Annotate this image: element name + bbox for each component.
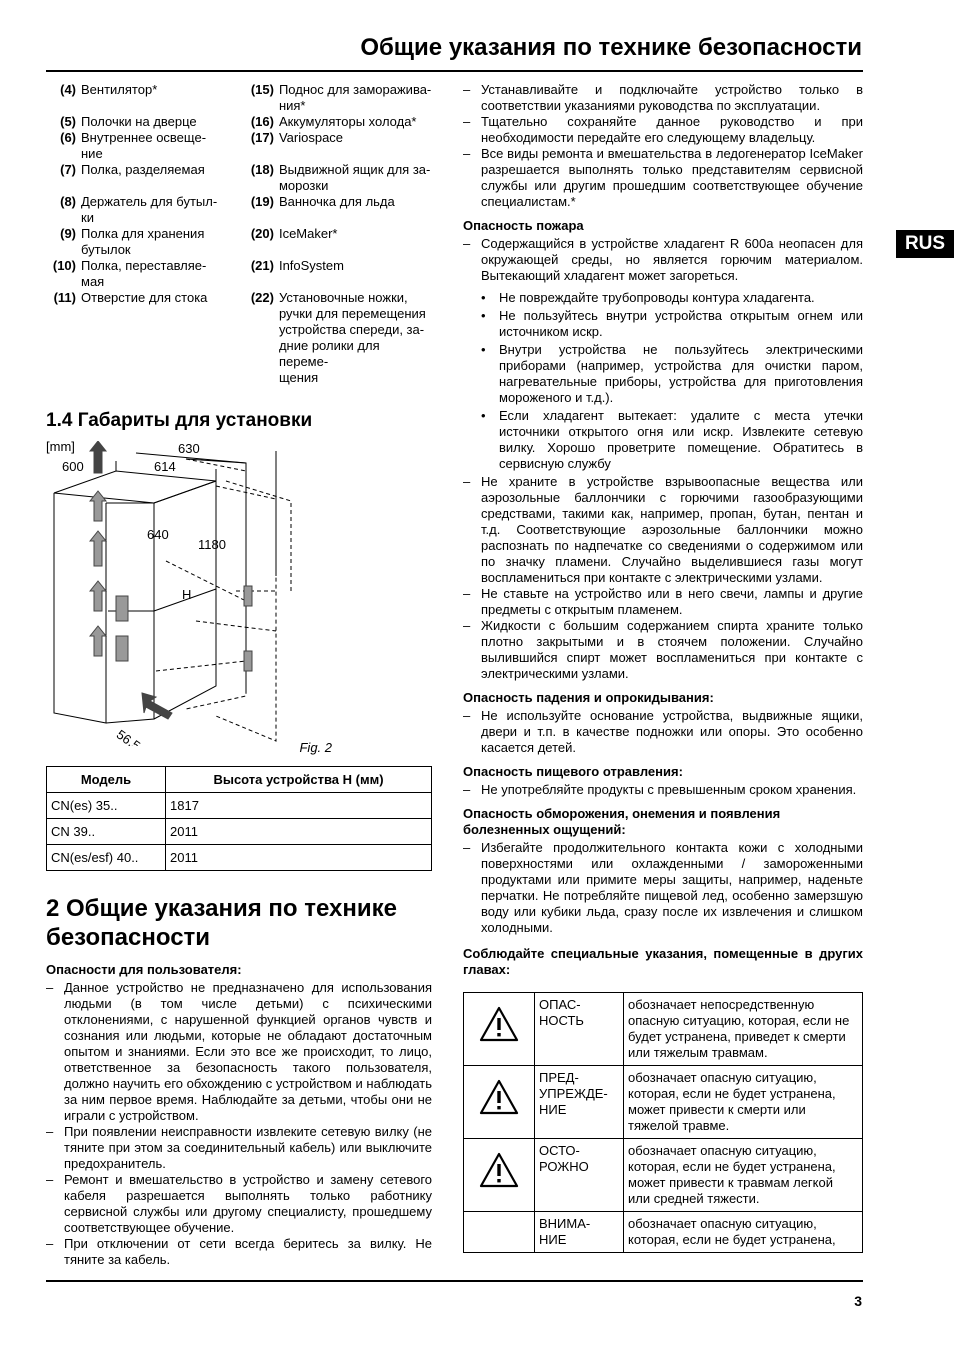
fire-item: – Содержащийся в устройстве хладагент R 600a неопасен для окружающей среды, но является горючим материалом. Вытекающий хладагент может загореться. xyxy=(463,236,863,284)
special-notes-heading: Соблюдайте специальные указания, помещенные в других главах: xyxy=(463,946,863,977)
part-number: (15) xyxy=(250,82,274,97)
part-number: (11) xyxy=(53,290,76,305)
airflow-arrow-icon xyxy=(90,531,106,566)
right-column xyxy=(463,82,863,1253)
part-item xyxy=(244,114,432,130)
intro-item: – Все виды ремонта и вмешательства в ледогенератор IceMaker разрешается выполнять только представителям сервисной службы или другим прошедшим соответствующее обучение специалистам.* xyxy=(463,146,863,210)
part-item xyxy=(46,258,244,290)
table-cell: CN 39.. xyxy=(47,819,166,845)
table-cell: 2011 xyxy=(166,845,432,871)
part-text: Установочные ножки, ручки для перемещения устройства спереди, за- дние ролики для переме- щения xyxy=(278,290,426,385)
table-header-row xyxy=(47,767,432,793)
fire-item: – Не ставьте на устройство или в него свечи, лампы и другие предметы с открытым пламенем. xyxy=(463,586,863,618)
left-column xyxy=(46,82,432,1268)
part-item xyxy=(46,162,244,178)
table-header-cell: Высота устройства H (мм) xyxy=(166,767,432,793)
table-row xyxy=(464,1066,863,1139)
signal-description: обозначает опасную ситуацию, которая, если не будет устранена, может привести к смерти или тяжелой травме. xyxy=(624,1066,863,1139)
warning-signals-table xyxy=(463,992,863,1253)
part-text: Полка, переставляе- мая xyxy=(81,258,207,289)
figure-caption: Fig. 2 xyxy=(299,740,332,755)
fire-bullet: • Не повреждайте трубопроводы контура хладагента. xyxy=(463,290,863,306)
dim-630: 630 xyxy=(178,441,200,456)
page-number: 3 xyxy=(854,1293,862,1309)
page-header-title: Общие указания по технике безопасности xyxy=(360,34,862,61)
part-item xyxy=(46,114,244,130)
fire-hazard-heading: Опасность пожара xyxy=(463,218,584,233)
part-text: Ванночка для льда xyxy=(278,194,395,209)
part-number: (4) xyxy=(60,82,76,97)
part-number: (22) xyxy=(250,290,274,305)
fridge-diagram xyxy=(46,441,432,746)
fire-bullet: • Не пользуйтесь внутри устройства открытым огнем или источником искр. xyxy=(463,308,863,340)
dim-56-5: 56,5 xyxy=(113,726,144,746)
part-number: (17) xyxy=(250,130,274,145)
user-hazard-item: – При появлении неисправности извлеките сетевую вилку (не тяните при этом за соединительный кабель) или выключите предохранитель. xyxy=(46,1124,432,1172)
part-text: Аккумуляторы холода* xyxy=(278,114,417,129)
warning-triangle-icon xyxy=(478,1005,520,1043)
part-number: (5) xyxy=(60,114,76,129)
signal-description: обозначает непосредственную опасную ситуацию, которая, если не будет устранена, приведет к смерти или тяжелым травмам. xyxy=(624,993,863,1066)
warning-triangle-icon xyxy=(478,1151,520,1189)
part-item xyxy=(244,290,432,386)
part-item xyxy=(244,82,432,114)
signal-word: ОПАС- НОСТЬ xyxy=(535,993,624,1066)
fire-bullet: • Внутри устройства не пользуйтесь электрическими приборами (например, устройства для очистки паром, нагревательные приборы, устройства для приготовления мороженого и т.д.). xyxy=(463,342,863,406)
part-text: Выдвижной ящик для за- морозки xyxy=(278,162,431,193)
section-1-4-heading: 1.4 Габариты для установки xyxy=(46,410,313,431)
warning-triangle-icon xyxy=(478,1078,520,1116)
table-row xyxy=(464,1139,863,1212)
unit-label: [mm] xyxy=(46,441,75,454)
signal-word: ПРЕД- УПРЕЖДЕ- НИЕ xyxy=(535,1066,624,1139)
table-row xyxy=(464,993,863,1066)
part-text: InfoSystem xyxy=(278,258,344,273)
user-hazard-item: – Данное устройство не предназначено для использования людьми (в том числе детьми) с психическими отклонениями, с нарушенной функцией органов чувств и сознания или людьми, которые не обладают достаточным опытом и знаниями. Если это все же происходит, то лицо, ответственное за безопасность такого пользователя, должно научить его обхождению с устройством и наблюдать за ним первое время. Наблюдайте за детьми, чтобы они не играли с устройством. xyxy=(46,980,432,1124)
part-item xyxy=(244,226,432,242)
table-cell: 1817 xyxy=(166,793,432,819)
part-text: Полка для хранения бутылок xyxy=(81,226,205,257)
airflow-arrow-icon xyxy=(90,581,106,611)
fall-hazard-heading: Опасность падения и опрокидывания: xyxy=(463,690,714,705)
part-text: Вентилятор* xyxy=(81,82,158,97)
table-cell: CN(es) 35.. xyxy=(47,793,166,819)
part-item xyxy=(244,130,432,146)
frostbite-hazard-heading: Опасность обморожения, онемения и появления болезненных ощущений: xyxy=(463,806,781,837)
dim-640: 640 xyxy=(147,527,169,542)
table-row xyxy=(47,819,432,845)
table-cell: 2011 xyxy=(166,819,432,845)
table-row xyxy=(464,1212,863,1253)
signal-word: ВНИМА- НИЕ xyxy=(535,1212,624,1253)
intro-item: – Тщательно сохраняйте данное руководство и при необходимости передайте его следующему владельцу. xyxy=(463,114,863,146)
part-number: (19) xyxy=(250,194,274,209)
user-hazard-item: – Ремонт и вмешательство в устройство и замену сетевого кабеля разрешается выполнять только работнику сервисной службы или другому специалисту, прошедшему соответствующее обучение. xyxy=(46,1172,432,1236)
dim-1180: 1180 xyxy=(198,537,226,552)
intro-item: – Устанавливайте и подключайте устройство только в соответствии указаниями руководства по эксплуатации. xyxy=(463,82,863,114)
part-number: (8) xyxy=(60,194,76,209)
part-text: Полочки на дверце xyxy=(81,114,197,129)
part-item xyxy=(244,162,432,194)
airflow-arrow-icon xyxy=(90,626,106,656)
part-item xyxy=(46,194,244,226)
part-number: (9) xyxy=(60,226,76,241)
signal-word: ОСТО- РОЖНО xyxy=(535,1139,624,1212)
parts-list xyxy=(46,82,432,386)
fire-item: – Жидкости с большим содержанием спирта храните только плотно закрытыми и в стоячем положении. Случайно вылившийся спирт может воспламениться при контакте с электрическими узлами. xyxy=(463,618,863,682)
part-text: Variospace xyxy=(278,130,344,145)
dim-600: 600 xyxy=(62,459,84,474)
part-text: IceMaker* xyxy=(278,226,338,241)
part-item xyxy=(46,130,244,162)
part-item xyxy=(46,226,244,258)
frostbite-item: – Избегайте продолжительного контакта кожи с холодными поверхностями или охлажденными / замороженными продуктами или примите меры защиты, например, наденьте перчатки. Не потребляйте пищевой лед, особенно замерзшую воду или кубики льда, сразу после их извлечения и слишком холодными. xyxy=(463,840,863,936)
part-text: Поднос для заморажива- ния* xyxy=(278,82,432,113)
part-number: (16) xyxy=(250,114,274,129)
part-item xyxy=(46,82,244,98)
part-number: (6) xyxy=(60,130,76,145)
header-rule xyxy=(46,70,863,72)
language-tab: RUS xyxy=(896,230,954,258)
part-number: (18) xyxy=(250,162,274,177)
parts-list-col2 xyxy=(244,82,432,386)
part-number: (20) xyxy=(250,226,274,241)
part-item xyxy=(244,194,432,210)
part-text: Отверстие для стока xyxy=(81,290,208,305)
fall-item: – Не используйте основание устройства, выдвижные ящики, двери и т.п. в качестве подножки или опоры. Это особенно касается детей. xyxy=(463,708,863,756)
installation-dimensions-figure xyxy=(46,441,432,756)
airflow-arrow-icon xyxy=(90,491,106,521)
empty-icon-cell xyxy=(464,1212,535,1253)
signal-description: обозначает опасную ситуацию, которая, если не будет устранена, может привести к травмам легкой или средней тяжести. xyxy=(624,1139,863,1212)
table-row xyxy=(47,845,432,871)
dim-h: H xyxy=(182,587,192,602)
dimensions-table xyxy=(46,766,432,871)
warning-icon-cell xyxy=(464,1139,535,1212)
fire-item: – Не храните в устройстве взрывоопасные вещества или аэрозольные баллончики с горючими газообразующими средствами, такими как, например, пропан, бутан, пентан и т.д. Соответствующие аэрозольные баллончики можно распознать по надпечатке со сведениями о содержимом или по значку пламени. Случайно выделившиеся газы могут воспламениться при контакте с электрическими узлами. xyxy=(463,474,863,586)
warning-icon-cell xyxy=(464,1066,535,1139)
part-item xyxy=(46,290,244,306)
table-row xyxy=(47,793,432,819)
food-hazard-heading: Опасность пищевого отравления: xyxy=(463,764,683,779)
warning-icon-cell xyxy=(464,993,535,1066)
parts-list-col1 xyxy=(46,82,244,386)
user-hazards-heading: Опасности для пользователя: xyxy=(46,962,242,977)
part-text: Держатель для бутыл- ки xyxy=(81,194,218,225)
part-number: (7) xyxy=(60,162,76,177)
signal-description: обозначает опасную ситуацию, которая, если не будет устранена, xyxy=(624,1212,863,1253)
intake-arrow-icon xyxy=(142,693,172,719)
section-2-heading: 2 Общие указания по технике безопасности xyxy=(46,895,397,951)
part-text: Внутреннее освеще- ние xyxy=(81,130,207,161)
part-item xyxy=(244,258,432,274)
footer-rule xyxy=(46,1280,863,1282)
fridge-top xyxy=(54,471,216,503)
part-number: (21) xyxy=(250,258,274,273)
table-cell: CN(es/esf) 40.. xyxy=(47,845,166,871)
part-number: (10) xyxy=(52,258,76,273)
food-item: – Не употребляйте продукты с превышенным сроком хранения. xyxy=(463,782,863,798)
table-header-cell: Модель xyxy=(47,767,166,793)
up-arrow-icon xyxy=(90,441,106,473)
dim-614: 614 xyxy=(154,459,176,474)
part-text: Полка, разделяемая xyxy=(81,162,205,177)
user-hazard-item: – При отключении от сети всегда беритесь за вилку. Не тяните за кабель. xyxy=(46,1236,432,1268)
fire-bullet: • Если хладагент вытекает: удалите с места утечки источники открытого огня или искр. Извлеките сетевую вилку. Хорошо проветрите помещение. Обратитесь в сервисную службу xyxy=(463,408,863,472)
